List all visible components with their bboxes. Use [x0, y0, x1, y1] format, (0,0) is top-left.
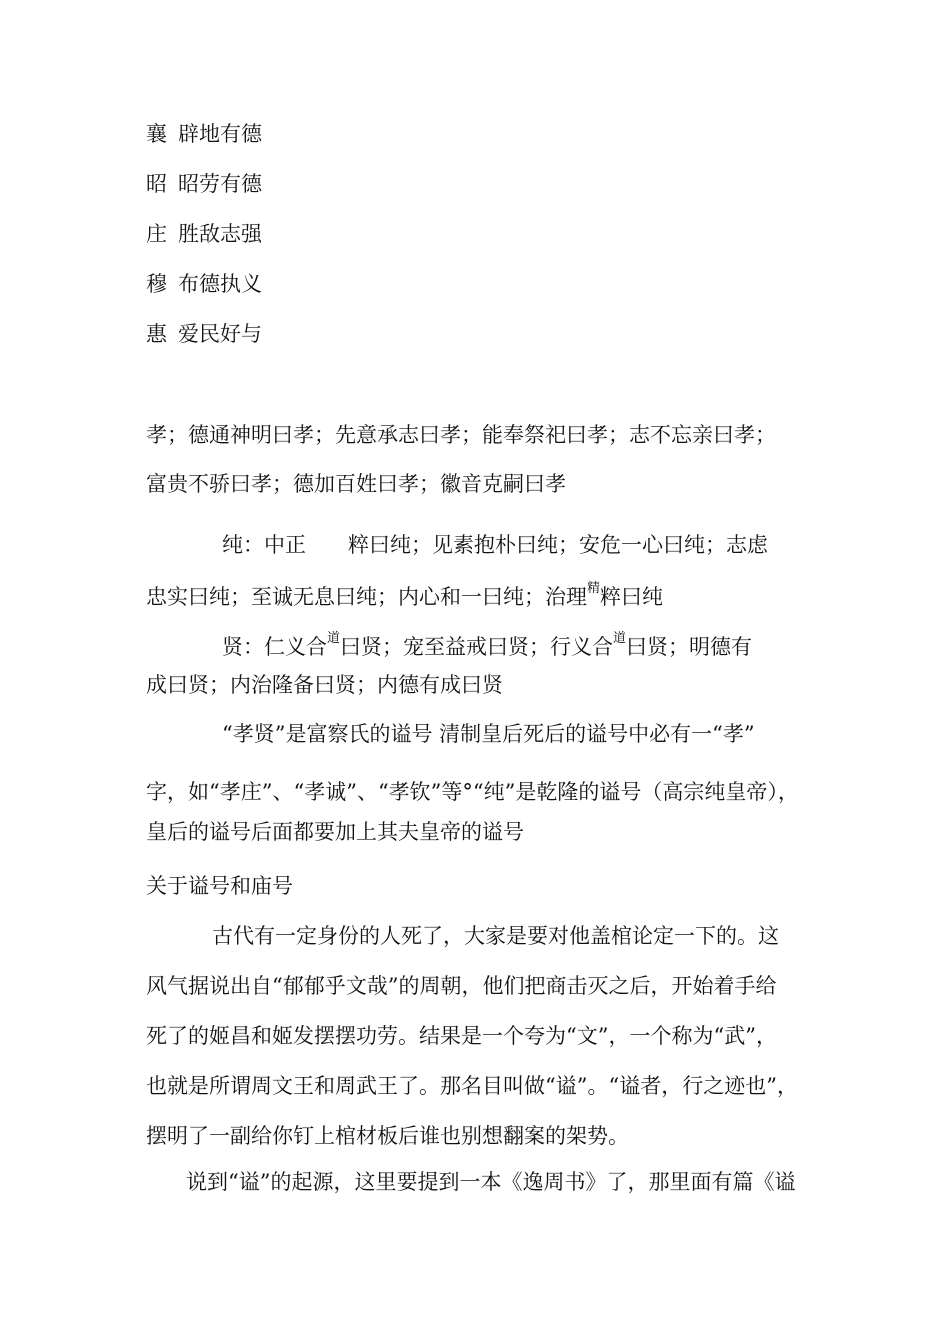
body-line: 风气据说出自“郁郁乎文哉”的周朝，他们把商击灭之后，开始着手给: [146, 974, 777, 998]
definition-key: 庄: [146, 222, 167, 246]
chun-text: 忠实曰纯；至诚无息曰纯；内心和一曰纯；治理: [146, 585, 587, 609]
definition-row: [146, 320, 262, 348]
chun-definition-line: 纯：中正 粹曰纯；见素抱朴曰纯；安危一心曰纯；志虑: [222, 533, 768, 557]
definition-row: [146, 220, 262, 248]
note-line: “孝贤”是富察氏的谥号 清制皇后死后的谥号中必有一“孝”: [222, 722, 755, 746]
inline-note: 道: [327, 631, 341, 646]
body-line: 说到“谥”的起源，这里要提到一本《逸周书》了，那里面有篇《谥: [186, 1170, 796, 1194]
xiao-definition-line: 富贵不骄曰孝；德加百姓曰孝；徽音克嗣曰孝: [146, 472, 566, 496]
definition-key: 襄: [146, 122, 167, 146]
definition-value: 昭劳有德: [178, 172, 262, 196]
note-line: 皇后的谥号后面都要加上其夫皇帝的谥号: [146, 820, 524, 844]
definition-value: 爱民好与: [178, 322, 262, 346]
xian-definition-line: [222, 629, 752, 661]
inline-note: 道: [613, 631, 627, 646]
xiao-definition-line: 孝；德通神明曰孝；先意承志曰孝；能奉祭祀曰孝；志不忘亲曰孝；: [146, 423, 776, 447]
chun-definition-line: [146, 579, 663, 611]
xian-definition-line: 成曰贤；内治隆备曰贤；内德有成曰贤: [146, 673, 503, 697]
definition-row: [146, 120, 262, 148]
definition-key: 昭: [146, 172, 167, 196]
xian-text: 曰贤；宠至益戒曰贤；行义合: [340, 635, 614, 659]
definition-value: 布德执义: [178, 272, 262, 296]
section-heading: 关于谥号和庙号: [146, 874, 293, 898]
body-line: 也就是所谓周文王和周武王了。那名目叫做“谥”。“谥者，行之迹也”，: [146, 1074, 798, 1098]
note-line: 字，如“孝庄”、“孝诚”、“孝钦”等°“纯”是乾隆的谥号（高宗纯皇帝），: [146, 780, 799, 804]
definition-row: [146, 170, 262, 198]
definition-key: 惠: [146, 322, 167, 346]
definition-value: 辟地有德: [178, 122, 262, 146]
body-line: 古代有一定身份的人死了，大家是要对他盖棺论定一下的。这: [212, 924, 779, 948]
inline-note: 精: [587, 581, 601, 596]
xian-text: 曰贤；明德有: [626, 635, 753, 659]
chun-text: 粹曰纯: [600, 585, 664, 609]
definition-key: 穆: [146, 272, 167, 296]
definition-row: [146, 270, 262, 298]
body-line: 死了的姬昌和姬发摆摆功劳。结果是一个夸为“文”，一个称为“武”，: [146, 1024, 777, 1048]
definition-value: 胜敌志强: [178, 222, 262, 246]
xian-text: 贤：仁义合: [222, 635, 327, 659]
body-line: 摆明了一副给你钉上棺材板后谁也别想翻案的架势。: [146, 1124, 629, 1148]
